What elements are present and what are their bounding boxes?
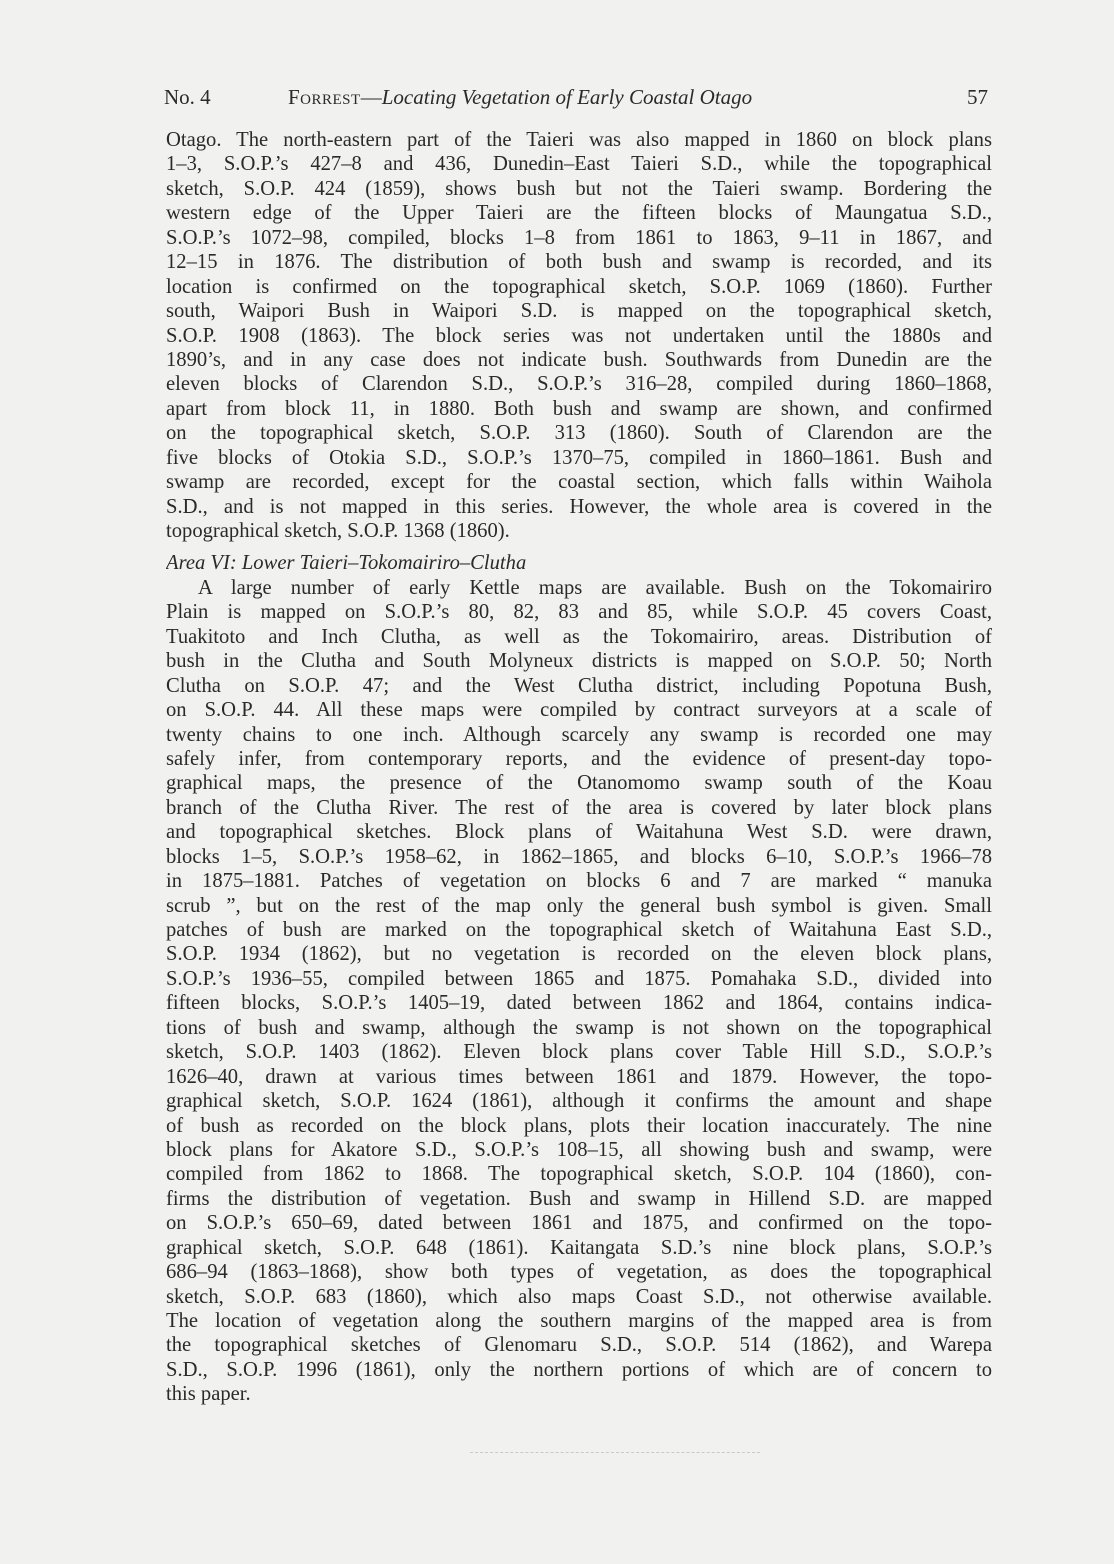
text-line: graphical sketch, S.O.P. 1624 (1861), although it confirms the amount and shape	[166, 1090, 992, 1113]
text-line: 1626–40, drawn at various times between 1861 and 1879. However, the topo-	[166, 1065, 992, 1088]
running-head	[160, 80, 992, 114]
text-line: Tuakitoto and Inch Clutha, as well as the Tokomairiro, areas. Distribution of	[166, 625, 992, 648]
text-line: apart from block 11, in 1880. Both bush and swamp are shown, and confirmed	[166, 397, 992, 420]
title-dash: —	[360, 85, 382, 109]
text-line: on S.O.P.’s 650–69, dated between 1861 and 1875, and confirmed on the topo-	[166, 1212, 992, 1235]
text-line: western edge of the Upper Taieri are the fifteen blocks of Maungatua S.D.,	[166, 202, 992, 225]
text-line: branch of the Clutha River. The rest of the area is covered by later block plans	[166, 796, 992, 819]
text-line: 1890’s, and in any case does not indicate bush. Southwards from Dunedin are the	[166, 348, 992, 371]
paragraph-2	[166, 576, 992, 1407]
text-line: The location of vegetation along the southern margins of the mapped area is from	[166, 1310, 992, 1332]
text-line: Clutha on S.O.P. 47; and the West Clutha district, including Popotuna Bush,	[166, 674, 992, 697]
text-line: sketch, S.O.P. 1403 (1862). Eleven block plans cover Table Hill S.D., S.O.P.’s	[166, 1041, 992, 1064]
text-line: Otago. The north-eastern part of the Taieri was also mapped in 1860 on block plans	[166, 129, 992, 151]
text-line: the topographical sketches of Glenomaru S.D., S.O.P. 514 (1862), and Warepa	[166, 1334, 992, 1357]
text-line: S.O.P.’s 1936–55, compiled between 1865 and 1875. Pomahaka S.D., divided into	[166, 967, 992, 990]
text-line: topographical sketch, S.O.P. 1368 (1860).	[166, 520, 510, 542]
text-line: graphical sketch, S.O.P. 648 (1861). Kaitangata S.D.’s nine block plans, S.O.P.’s	[166, 1236, 992, 1259]
text-line: blocks 1–5, S.O.P.’s 1958–62, in 1862–1865, and blocks 6–10, S.O.P.’s 1966–78	[166, 845, 992, 868]
text-line: 1–3, S.O.P.’s 427–8 and 436, Dunedin–East Taieri S.D., while the topographical	[166, 153, 992, 176]
text-line: S.D., S.O.P. 1996 (1861), only the northern portions of which are of concern to	[166, 1358, 992, 1381]
article-title: Locating Vegetation of Early Coastal Otago	[381, 85, 753, 109]
text-line: A large number of early Kettle maps are available. Bush on the Tokomairiro	[198, 576, 992, 599]
section-heading: Area VI: Lower Taieri–Tokomairiro–Clutha	[166, 552, 527, 575]
text-line: S.O.P. 1908 (1863). The block series was not undertaken until the 1880s and	[166, 324, 992, 347]
text-line: patches of bush are marked on the topographical sketch of Waitahuna East S.D.,	[166, 919, 992, 941]
text-line: firms the distribution of vegetation. Bush and swamp in Hillend S.D. are mapped	[166, 1187, 992, 1210]
text-line: five blocks of Otokia S.D., S.O.P.’s 1370–75, compiled in 1860–1861. Bush and	[166, 446, 992, 469]
text-line: S.D., and is not mapped in this series. However, the whole area is covered in the	[166, 495, 992, 518]
paragraph-1	[166, 128, 992, 543]
text-line: fifteen blocks, S.O.P.’s 1405–19, dated between 1862 and 1864, contains indica-	[166, 992, 992, 1015]
text-line: compiled from 1862 to 1868. The topographical sketch, S.O.P. 104 (1860), con-	[166, 1163, 992, 1186]
text-line: tions of bush and swamp, although the swamp is not shown on the topographical	[166, 1016, 992, 1039]
text-line: scrub ”, but on the rest of the map only the general bush symbol is given. Small	[166, 894, 992, 917]
text-line: 686–94 (1863–1868), show both types of vegetation, as does the topographical	[166, 1261, 992, 1284]
text-line: twenty chains to one inch. Although scarcely any swamp is recorded one may	[166, 723, 992, 746]
page-number: 57	[967, 85, 988, 109]
text-line: this paper.	[166, 1383, 251, 1406]
text-line: on S.O.P. 44. All these maps were compiled by contract surveyors at a scale of	[166, 699, 992, 722]
text-line: and topographical sketches. Block plans of Waitahuna West S.D. were drawn,	[166, 821, 992, 844]
text-line: sketch, S.O.P. 424 (1859), shows bush but not the Taieri swamp. Bordering the	[166, 177, 992, 200]
text-line: of bush as recorded on the block plans, plots their location inaccurately. The nine	[166, 1114, 992, 1137]
text-line: location is confirmed on the topographical sketch, S.O.P. 1069 (1860). Further	[166, 275, 992, 298]
text-line: eleven blocks of Clarendon S.D., S.O.P.’s 316–28, compiled during 1860–1868,	[166, 373, 992, 396]
running-title	[288, 80, 752, 114]
body-text	[166, 128, 992, 1407]
text-line: south, Waipori Bush in Waipori S.D. is mapped on the topographical sketch,	[166, 300, 992, 323]
footer-rule	[470, 1452, 760, 1453]
text-line: on the topographical sketch, S.O.P. 313 (1860). South of Clarendon are the	[166, 422, 992, 445]
text-line: graphical maps, the presence of the Otanomomo swamp south of the Koau	[166, 772, 992, 795]
text-line: in 1875–1881. Patches of vegetation on blocks 6 and 7 are marked “ manuka	[166, 870, 992, 893]
text-line: sketch, S.O.P. 683 (1860), which also maps Coast S.D., not otherwise available.	[166, 1285, 992, 1308]
author-name: Forrest	[288, 85, 361, 109]
text-line: 12–15 in 1876. The distribution of both bush and swamp is recorded, and its	[166, 251, 992, 274]
text-line: S.O.P.’s 1072–98, compiled, blocks 1–8 from 1861 to 1863, 9–11 in 1867, and	[166, 226, 992, 249]
text-line: S.O.P. 1934 (1862), but no vegetation is recorded on the eleven block plans,	[166, 943, 992, 966]
text-line: bush in the Clutha and South Molyneux districts is mapped on S.O.P. 50; North	[166, 650, 992, 673]
text-line: Plain is mapped on S.O.P.’s 80, 82, 83 and 85, while S.O.P. 45 covers Coast,	[166, 601, 992, 624]
text-line: swamp are recorded, except for the coastal section, which falls within Waihola	[166, 471, 992, 494]
text-line: block plans for Akatore S.D., S.O.P.’s 108–15, all showing bush and swamp, were	[166, 1138, 992, 1161]
issue-number: No. 4	[164, 85, 211, 109]
text-line: safely infer, from contemporary reports, and the evidence of present-day topo-	[166, 747, 992, 770]
